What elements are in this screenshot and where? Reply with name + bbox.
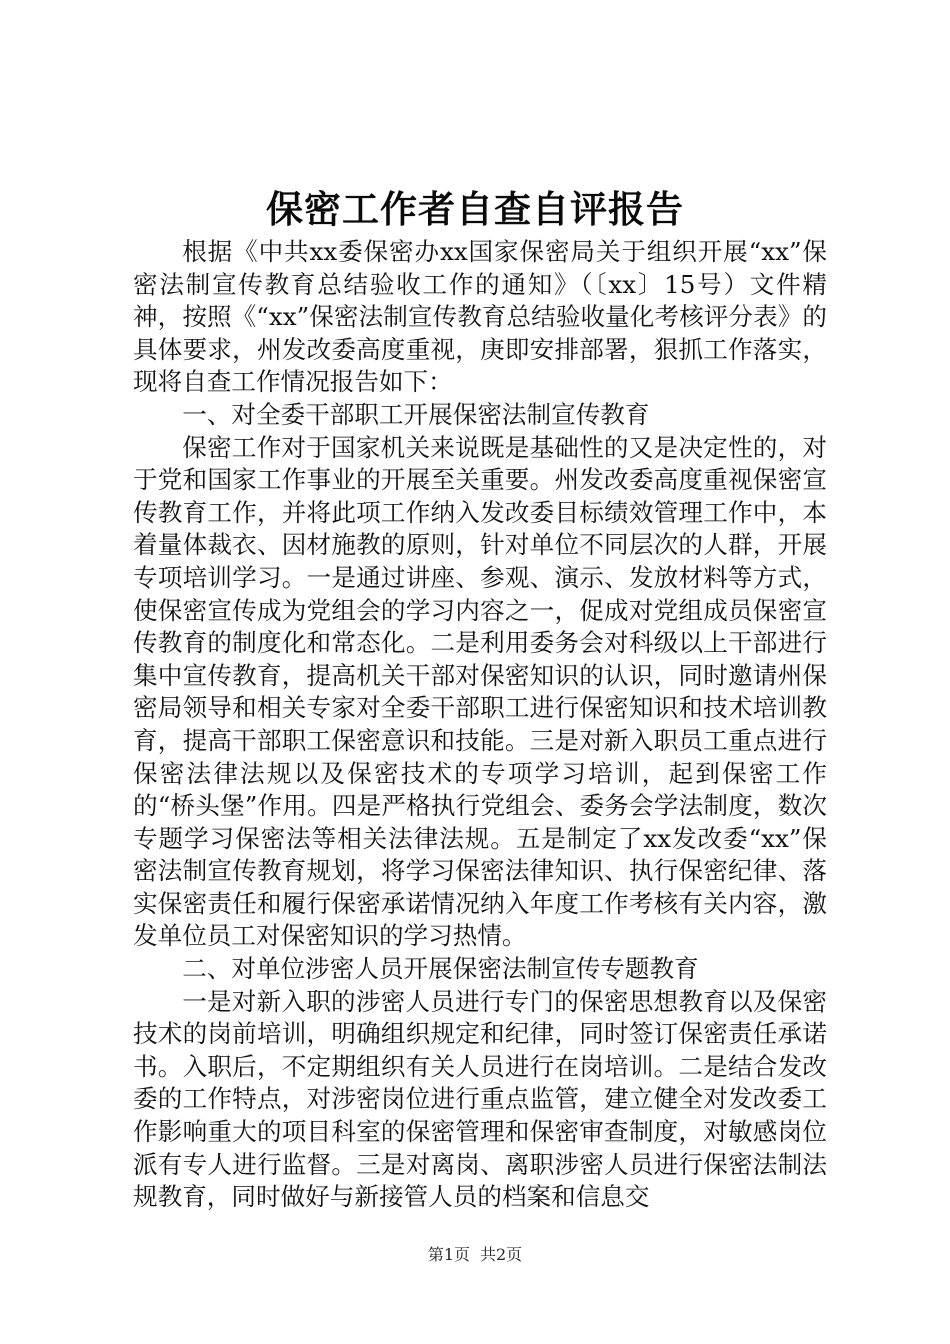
page-number: 第1页 bbox=[427, 1245, 470, 1264]
document-title: 保密工作者自查自评报告 bbox=[266, 187, 684, 231]
section-2-paragraph: 一是对新入职的涉密人员进行专门的保密思想教育以及保密技术的岗前培训，明确组织规定和纪律，同时签订保密责任承诺书。入职后，不定期组织有关人员进行在岗培训。二是结合发改委的工作特点，对涉密岗位进行重点监管，建立健全对发改委工作影响重大的项目科室的保密管理和保密审查制度，对敏感岗位派有专人进行监督。三是对离岗、离职涉密人员进行保密法制法规教育，同时做好与新接管人员的档案和信息交 bbox=[133, 986, 827, 1212]
section-heading-1: 一、对全委干部职工开展保密法制宣传教育 bbox=[182, 399, 650, 429]
document-body bbox=[133, 236, 827, 1214]
intro-paragraph: 根据《中共xx委保密办xx国家保密局关于组织开展“xx”保密法制宣传教育总结验收工作的通知》（〔xx〕15号）文件精神，按照《“xx”保密法制宣传教育总结验收量化考核评分表》的具体要求，州发改委高度重视，庚即安排部署，狠抓工作落实，现将自查工作情况报告如下： bbox=[133, 237, 827, 397]
page-total: 共2页 bbox=[480, 1245, 523, 1264]
section-heading-2: 二、对单位涉密人员开展保密法制宣传专题教育 bbox=[182, 954, 699, 984]
section-1-paragraph: 保密工作对于国家机关来说既是基础性的又是决定性的，对于党和国家工作事业的开展至关重要。州发改委高度重视保密宣传教育工作，并将此项工作纳入发改委目标绩效管理工作中，本着量体裁衣、因材施教的原则，针对单位不同层次的人群，开展专项培训学习。一是通过讲座、参观、演示、发放材料等方式，使保密宣传成为党组会的学习内容之一，促成对党组成员保密宣传教育的制度化和常态化。二是利用委务会对科级以上干部进行集中宣传教育，提高机关干部对保密知识的认识，同时邀请州保密局领导和相关专家对全委干部职工进行保密知识和技术培训教育，提高干部职工保密意识和技能。三是对新入职员工重点进行保密法律法规以及保密技术的专项学习培训，起到保密工作的“桥头堡”作用。四是严格执行党组会、委务会学法制度，数次专题学习保密法等相关法律法规。五是制定了xx发改委“xx”保密法制宣传教育规划，将学习保密法律知识、执行保密纪律、落实保密责任和履行保密承诺情况纳入年度工作考核有关内容，激发单位员工对保密知识的学习热情。 bbox=[133, 432, 827, 951]
page-footer bbox=[0, 1244, 950, 1266]
